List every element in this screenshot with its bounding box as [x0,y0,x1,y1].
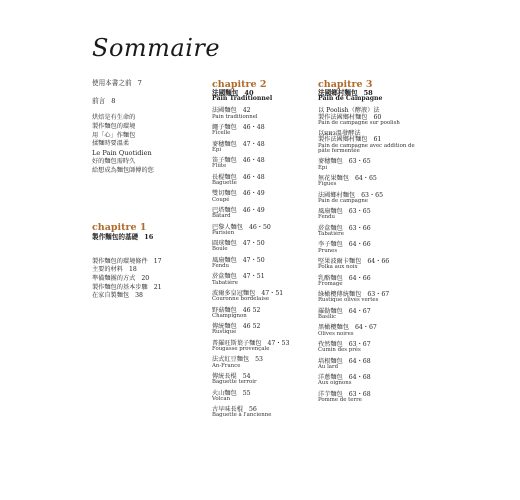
entry-page: 64・67 [348,307,371,315]
entry-page: 63・65 [348,158,371,166]
chapter-label: chapitre 3 [318,79,373,90]
chapter-title: 法國麵包 [212,88,239,97]
entry-label: 雙切麵包 [212,190,237,198]
chapter-page: 16 [144,233,154,241]
toc-entry [92,259,202,265]
entry-french: Épi [318,164,328,171]
entry-label: 繩子麵包 [212,123,237,131]
entry-french: Rustique olives vertes [318,297,379,304]
entry-page: 46・48 [242,173,265,181]
entry-page: 55 [242,389,251,397]
entry-label: 在家自製麵包 [92,292,130,300]
entry-french: Tabatière [318,230,344,237]
entry-label: 風扇麵包 [318,208,343,216]
entry-page: 46・49 [242,190,265,198]
entry-label: 菸盒麵包 [212,273,237,281]
entry-french: Polka aux noix [318,264,358,271]
entry-french: Fendu [318,214,336,221]
entry-page: 47・50 [242,240,265,248]
entry-french: Champignon [212,312,247,319]
entry-label: 巴黎人麵包 [212,223,243,231]
entry-page: 47・51 [242,273,265,281]
toc-entry [318,159,428,171]
entry-label: 以низ溫發酵法 [318,130,361,138]
entry-french: Basilic [318,314,337,321]
entry-label: 前言 [92,96,106,105]
entry-french: Baguette [212,179,237,186]
entry-french: Ficelle [212,130,231,137]
toc-entry [92,267,202,273]
chapter-label: chapitre 2 [212,79,267,90]
entry-label: 乳酪麵包 [318,274,343,282]
entry-page: 64・68 [348,357,371,365]
entry-label: 傳統長棍 [212,373,237,381]
entry-list [318,159,428,403]
entry-page: 8 [111,96,116,105]
entry-page: 21 [153,283,162,291]
toc-entry [318,375,428,387]
toc-entry [212,108,312,120]
entry-french: Fromage [318,280,343,287]
entry-label: 傳統麵包 [212,323,237,331]
entry-label: 法國麵包 [212,107,237,115]
toc-entry [318,131,428,154]
chapter-page: 58 [363,88,373,97]
entry-label: 圓球麵包 [212,240,237,248]
intro-line: 用「心」作麵包 [92,131,136,139]
entry-page: 63・66 [348,224,371,232]
entry-label: 孜然麵包 [318,341,343,349]
entry-french: Fendu [212,262,230,269]
entry-french: Baguette terroir [212,379,257,386]
entry-label: 製作麵包的基本步驟 [92,283,148,291]
chapter-title: 製作麵包的基礎 [92,233,139,241]
toc-entry [212,225,312,237]
entry-label: 普羅旺斯葉子麵包 [212,339,262,347]
entry-french: Pomme de terre [318,397,362,404]
entry-page: 47・53 [267,339,290,347]
entry-page: 53 [255,356,263,364]
entry-page: 46・50 [248,223,271,231]
special-entry-list [318,108,428,154]
toc-entry [212,374,312,386]
entry-page: 64・66 [348,241,371,249]
entry-label: 野菇麵包 [212,306,237,314]
entry-page: 64・66 [348,274,371,282]
chapter-page: 40 [244,88,254,97]
entry-label: 無花果麵包 [318,174,349,182]
entry-french: Figues [318,181,337,188]
entry-label: 麥穗麵包 [318,158,343,166]
entry-label: 主要的材料 [92,266,123,274]
entry-label: 法國鄉村麵包 [318,191,356,199]
toc-entry [212,241,312,253]
entry-page: 54 [242,373,251,381]
toc-entry [212,191,312,203]
entry-label: 火山麵包 [212,389,237,397]
toc-entry [212,324,312,336]
entry-label: 法式紅豆麵包 [212,356,250,364]
entry-page: 64・65 [354,174,377,182]
toc-entry [318,309,428,321]
entry-french: Coupé [212,196,230,203]
toc-entry [92,293,202,299]
entry-label: 洋芋麵包 [318,390,343,398]
toc-entry [318,325,428,337]
entry-french: Bâtard [212,213,231,220]
entry-label: 李子麵包 [318,241,343,249]
entry-french: Flûte [212,163,227,170]
toc-entry [92,80,202,87]
entry-page: 47・51 [261,290,284,297]
toc-entry [92,98,202,105]
intro-line: 製作麵包的環境 [92,122,136,130]
toc-entry [212,258,312,270]
chapter-heading [92,234,202,241]
toc-entry [318,193,428,205]
entry-page: 46 52 [242,306,261,314]
entry-french: Boule [212,246,228,253]
entry-page: 56 [248,406,257,414]
entry-page: 60 [373,113,382,121]
entry-page: 18 [128,266,137,274]
entry-label: 製作麵包的環境條件 [92,257,148,265]
entry-page: 47・48 [242,140,265,148]
entry-french: Baguette à l'ancienne [212,412,272,419]
toc-entry [212,291,312,303]
entry-label: 長棍麵包 [212,173,237,181]
entry-label: 古早味長棍 [212,406,243,414]
toc-entry [318,108,428,126]
toc-entry [212,142,312,154]
entry-label: 製作法國鄉村麵包 [318,136,368,144]
intro-line: 好的麵包需時久 [92,158,136,166]
toc-entry [318,292,428,304]
entry-french: Parisien [212,229,235,236]
toc-entry [318,342,428,354]
entry-label: 以 Poolish（酵液）法 [318,107,380,115]
intro-line: 揉麵時要溫柔 [92,140,130,148]
entry-french: Couronne bordelaise [212,296,270,303]
entry-french: Pain de campagne sur poolish [318,119,400,126]
toc-entry [212,341,312,353]
entry-label: 笛子麵包 [212,157,237,165]
chapter-title: 法國鄉村麵包 [318,88,358,97]
entry-label: 麥穗麵包 [212,140,237,148]
entry-page: 63・67 [348,341,371,349]
entry-page: 47・50 [242,256,265,264]
toc-entry [92,276,202,282]
entry-page: 64・68 [348,374,371,382]
entry-french: Épi [212,146,222,153]
entry-french: Pain de campagne avec addition de pâte fermentée [318,142,415,154]
entry-french: Tabatière [212,279,238,286]
toc-entry [318,176,428,188]
intro-line: 給想成為麵包師傅的您 [92,166,154,174]
toc-column-3 [318,80,428,408]
toc-entry [318,359,428,371]
entry-label: 製作法國鄉村麵包 [318,113,368,121]
entry-label: 巴塔麵包 [212,206,237,214]
toc-entry [212,175,312,187]
entry-label: 準備麵團的方式 [92,275,136,282]
entry-label: 堅果波爾卡麵包 [318,257,362,265]
entry-label: 洋蔥麵包 [318,374,343,382]
entry-page: 17 [153,257,162,265]
toc-entry [212,125,312,137]
intro-line: 烘焙是有生命的 [92,114,136,122]
entry-french: Pain traditionnel [212,113,258,120]
entry-label: 培根麵包 [318,357,343,365]
entry-label: 風扇麵包 [212,256,237,264]
entry-page: 61 [373,136,382,144]
entry-page: 46・48 [242,123,265,131]
page-title: Sommaire [92,34,221,62]
toc-entry [318,226,428,238]
entry-page: 63・67 [367,291,390,299]
toc-entry [212,407,312,419]
toc-entry [212,357,312,369]
toc-entry [318,209,428,221]
entry-french: Fougasse provençale [212,346,270,353]
toc-column-2 [212,80,312,424]
toc-entry [212,158,312,170]
toc-entry [212,208,312,220]
toc-entry [318,242,428,254]
entry-french: Prunes [318,247,338,254]
entry-page: 64・67 [354,324,377,332]
entry-label: 使用本書之前 [92,79,132,87]
entry-page: 64・66 [367,257,390,265]
entry-page: 46 52 [242,323,261,331]
entry-page: 63・68 [348,390,371,398]
entry-page: 20 [141,275,150,282]
entry-french: Aux oignons [318,380,352,387]
toc-entry [92,285,202,291]
chapter-label: chapitre 1 [92,221,147,233]
entry-label: 綠橄欖傳統麵包 [318,291,362,299]
entry-page: 38 [135,292,143,300]
entry-french: Rustique [212,329,237,336]
entry-page: 63・65 [361,191,384,199]
entry-label: 菸盒麵包 [318,224,343,232]
entry-french: Cumin des prés [318,347,361,354]
chapter-subtitle: Pain de Campagne [318,95,383,103]
entry-list [212,108,312,419]
toc-column-1 [92,80,202,302]
entry-page: 7 [137,79,142,87]
intro-line: Le Pain Quotidien [92,149,152,157]
entry-french: Olives noires [318,330,354,337]
entry-french: Au lard [318,363,339,370]
entry-page: 46・49 [242,206,265,214]
chapter-subtitle: Pain Traditionnel [212,95,273,103]
toc-entry [318,259,428,271]
toc-entry [318,392,428,404]
entry-french: Volcan [212,395,231,402]
toc-entry [212,274,312,286]
entry-page: 46・48 [242,157,265,165]
entry-french: Pain de campagne [318,197,368,204]
entry-label: 波爾多皇冠麵包 [212,290,256,297]
entry-french: An-France [212,362,241,369]
entry-label: 黑橄欖麵包 [318,324,349,332]
entry-page: 42 [242,107,251,115]
toc-entry [212,308,312,320]
entry-label: 羅勒麵包 [318,307,343,315]
toc-entry [212,391,312,403]
entry-page: 63・65 [348,208,371,216]
toc-entry [318,276,428,288]
